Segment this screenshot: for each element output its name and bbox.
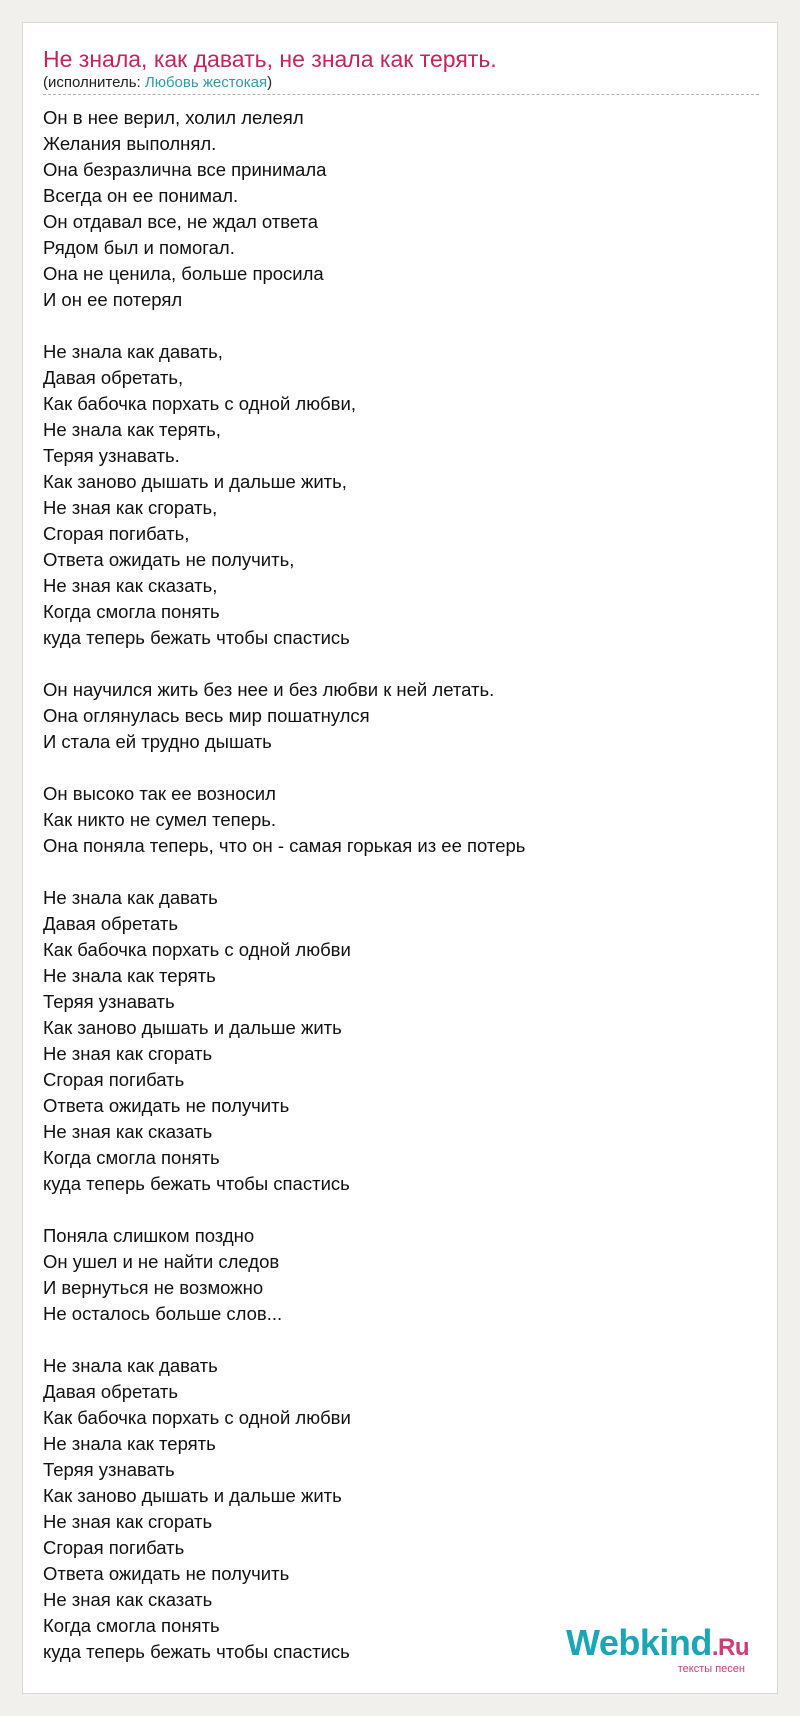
logo-tld: .Ru (711, 1634, 749, 1661)
lyric-line: Давая обретать (43, 1381, 178, 1402)
lyric-line: Он в нее верил, холил лелеял (43, 107, 304, 128)
lyric-line: Не знала как терять (43, 965, 216, 986)
lyric-line: Он научился жить без нее и без любви к ней летать. (43, 679, 495, 700)
lyric-line: Не знала как терять (43, 1433, 216, 1454)
logo-wordmark (566, 1624, 749, 1667)
song-title: Не знала, как давать, не знала как терять. (43, 46, 497, 72)
lyric-line: Ответа ожидать не получить, (43, 549, 295, 570)
lyric-line: Не знала как давать, (43, 341, 223, 362)
lyrics-stanza (43, 1223, 759, 1327)
lyrics-stanza (43, 677, 759, 755)
lyric-line: Давая обретать (43, 913, 178, 934)
lyric-line: Не зная как сгорать (43, 1511, 213, 1532)
lyrics-stanza (43, 105, 759, 313)
lyrics-stanza (43, 1353, 759, 1665)
lyric-line: Как бабочка порхать с одной любви, (43, 393, 356, 414)
artist-prefix: (исполнитель: (43, 74, 145, 91)
lyric-line: Сгорая погибать (43, 1069, 185, 1090)
lyric-line: куда теперь бежать чтобы спастись (43, 627, 350, 648)
lyric-line: Как заново дышать и дальше жить (43, 1485, 342, 1506)
lyric-line: И стала ей трудно дышать (43, 731, 272, 752)
lyric-line: Ответа ожидать не получить (43, 1095, 290, 1116)
lyric-line: Не знала как давать (43, 887, 218, 908)
lyric-line: Не зная как сгорать (43, 1043, 213, 1064)
lyric-line: Не зная как сказать, (43, 575, 218, 596)
lyric-line: Он высоко так ее возносил (43, 783, 276, 804)
lyric-line: Она не ценила, больше просила (43, 263, 324, 284)
logo-main-text: Webkind (565, 1622, 712, 1663)
lyric-line: Давая обретать, (43, 367, 184, 388)
title-divider (43, 94, 759, 95)
lyric-line: Поняла слишком поздно (43, 1225, 255, 1246)
lyric-line: Как никто не сумел теперь. (43, 809, 277, 830)
lyric-line: Теряя узнавать (43, 991, 175, 1012)
lyric-line: Как заново дышать и дальше жить (43, 1017, 342, 1038)
artist-line (43, 74, 272, 92)
lyric-line: И вернуться не возможно (43, 1277, 264, 1298)
lyric-line: Всегда он ее понимал. (43, 185, 239, 206)
lyrics-stanza (43, 885, 759, 1197)
lyric-line: Сгорая погибать (43, 1537, 185, 1558)
lyric-line: Она поняла теперь, что он - самая горькая из ее потерь (43, 835, 526, 856)
lyric-line: Теряя узнавать (43, 1459, 175, 1480)
lyric-line: Сгорая погибать, (43, 523, 190, 544)
lyric-line: Рядом был и помогал. (43, 237, 235, 258)
lyric-line: Не знала как давать (43, 1355, 218, 1376)
lyric-line: Как бабочка порхать с одной любви (43, 939, 351, 960)
lyric-line: Не зная как сгорать, (43, 497, 218, 518)
lyrics-body (43, 105, 759, 1691)
lyric-line: Ответа ожидать не получить (43, 1563, 290, 1584)
artist-suffix: ) (267, 74, 273, 91)
lyric-line: Желания выполнял. (43, 133, 217, 154)
lyric-line: Когда смогла понять (43, 1147, 220, 1168)
lyric-line: Как заново дышать и дальше жить, (43, 471, 347, 492)
lyrics-stanza (43, 781, 759, 859)
lyric-line: Она оглянулась весь мир пошатнулся (43, 705, 370, 726)
lyric-line: Он ушел и не найти следов (43, 1251, 280, 1272)
lyric-line: Когда смогла понять (43, 1615, 220, 1636)
lyric-line: Не знала как терять, (43, 419, 221, 440)
lyric-line: Не зная как сказать (43, 1121, 213, 1142)
lyric-line: Он отдавал все, не ждал ответа (43, 211, 319, 232)
lyric-line: Она безразлична все принимала (43, 159, 327, 180)
lyric-line: куда теперь бежать чтобы спастись (43, 1641, 350, 1662)
lyric-line: Не зная как сказать (43, 1589, 213, 1610)
lyric-line: Теряя узнавать. (43, 445, 180, 466)
logo-tagline: тексты песен (677, 1663, 745, 1675)
lyric-line: Как бабочка порхать с одной любви (43, 1407, 351, 1428)
lyric-line: Когда смогла понять (43, 601, 220, 622)
lyric-line: куда теперь бежать чтобы спастись (43, 1173, 350, 1194)
artist-link[interactable]: Любовь жестокая (144, 74, 268, 91)
lyric-line: Не осталось больше слов... (43, 1303, 283, 1324)
lyrics-stanza (43, 339, 759, 651)
site-logo[interactable] (566, 1624, 749, 1675)
lyric-line: И он ее потерял (43, 289, 183, 310)
lyrics-card (22, 22, 778, 1694)
